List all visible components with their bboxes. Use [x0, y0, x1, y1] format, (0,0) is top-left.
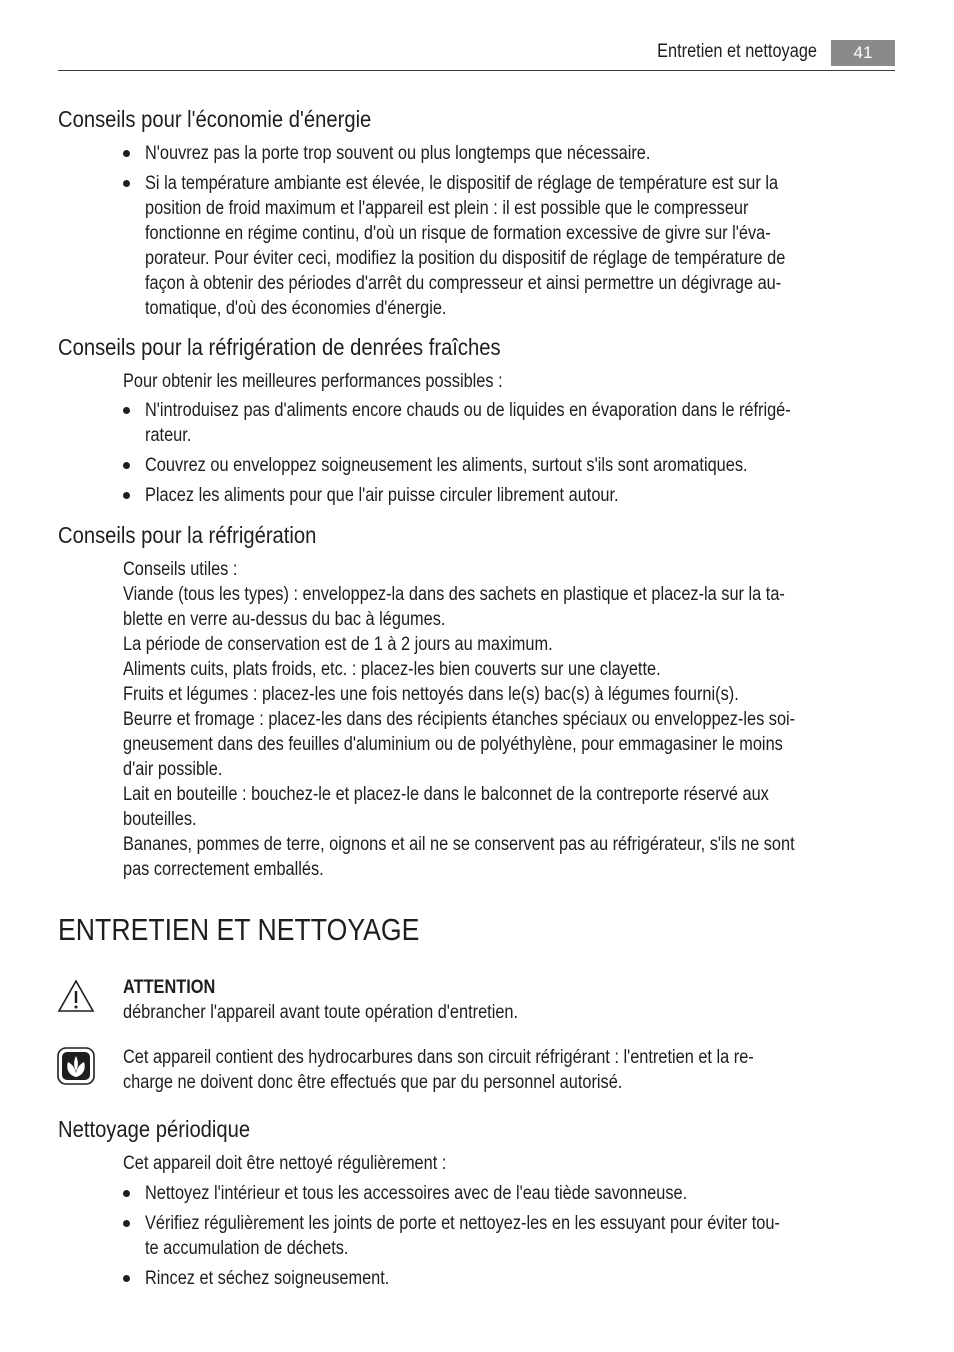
environment-icon	[57, 1047, 95, 1090]
fridge-line: gneusement dans des feuilles d'aluminium ou de polyéthylène, pour emmagasiner le moins	[123, 734, 783, 755]
bullet-dot	[123, 180, 130, 187]
warning-icon	[57, 979, 95, 1018]
heading-periodic-cleaning: Nettoyage périodique	[58, 1116, 251, 1142]
periodic-bullet-1: Nettoyez l'intérieur et tous les accessoires avec de l'eau tiède savonneuse.	[145, 1183, 688, 1204]
fridge-line: Fruits et légumes : placez-les une fois nettoyés dans le(s) bac(s) à légumes fourni(s).	[123, 684, 739, 705]
energy-bullet-2-line-1: Si la température ambiante est élevée, le dispositif de réglage de température est sur la	[145, 173, 779, 194]
header-rule	[58, 70, 895, 71]
fridge-line: d'air possible.	[123, 759, 223, 780]
fridge-line: Lait en bouteille : bouchez-le et placez-le dans le balconnet de la contreporte réservé aux	[123, 784, 769, 805]
heading-refrigeration-tips: Conseils pour la réfrigération	[58, 522, 317, 548]
warning-text: débrancher l'appareil avant toute opération d'entretien.	[123, 1002, 519, 1023]
heading-fresh-food-tips: Conseils pour la réfrigération de denrées fraîches	[58, 334, 501, 360]
bullet-dot	[123, 1190, 130, 1197]
eco-text-line-1: Cet appareil contient des hydrocarbures dans son circuit réfrigérant : l'entretien et la re-	[123, 1047, 754, 1068]
bullet-dot	[123, 1275, 130, 1282]
fridge-line: La période de conservation est de 1 à 2 jours au maximum.	[123, 634, 553, 655]
eco-text-line-2: charge ne doivent donc être effectués que par du personnel autorisé.	[123, 1072, 623, 1093]
energy-bullet-2-line-2: position de froid maximum et l'appareil est plein : il est possible que le compresseur	[145, 198, 749, 219]
energy-bullet-2-line-4: porateur. Pour éviter ceci, modifiez la position du dispositif de réglage de température de	[145, 248, 786, 269]
periodic-intro: Cet appareil doit être nettoyé régulièrement :	[123, 1153, 447, 1174]
fresh-intro: Pour obtenir les meilleures performances possibles :	[123, 371, 503, 392]
periodic-bullet-2-line-2: te accumulation de déchets.	[145, 1238, 349, 1259]
fridge-line: blette en verre au-dessus du bac à légumes.	[123, 609, 446, 630]
fridge-line: Conseils utiles :	[123, 559, 238, 580]
fresh-bullet-1-line-2: rateur.	[145, 425, 192, 446]
heading-maintenance: ENTRETIEN ET NETTOYAGE	[58, 912, 420, 947]
bullet-dot	[123, 492, 130, 499]
fridge-line: Viande (tous les types) : enveloppez-la dans des sachets en plastique et placez-la sur la ta-	[123, 584, 785, 605]
page-number: 41	[831, 40, 895, 66]
running-header-title: Entretien et nettoyage	[657, 41, 817, 62]
fresh-bullet-2: Couvrez ou enveloppez soigneusement les aliments, surtout s'ils sont aromatiques.	[145, 455, 748, 476]
periodic-bullet-3: Rincez et séchez soigneusement.	[145, 1268, 390, 1289]
bullet-dot	[123, 407, 130, 414]
bullet-dot	[123, 462, 130, 469]
energy-bullet-1: N'ouvrez pas la porte trop souvent ou plus longtemps que nécessaire.	[145, 143, 651, 164]
fridge-line: Aliments cuits, plats froids, etc. : placez-les bien couverts sur une clayette.	[123, 659, 661, 680]
fridge-line: bouteilles.	[123, 809, 197, 830]
heading-energy-tips: Conseils pour l'économie d'énergie	[58, 106, 372, 132]
fresh-bullet-1-line-1: N'introduisez pas d'aliments encore chauds ou de liquides en évaporation dans le réfrigé-	[145, 400, 791, 421]
warning-title: ATTENTION	[123, 977, 216, 998]
energy-bullet-2-line-5: façon à obtenir des périodes d'arrêt du compresseur et ainsi permettre un dégivrage au-	[145, 273, 782, 294]
energy-bullet-2-line-3: fonctionne en régime continu, d'où un risque de formation excessive de givre sur l'éva-	[145, 223, 771, 244]
fridge-line: Bananes, pommes de terre, oignons et ail ne se conservent pas au réfrigérateur, s'ils ne sont	[123, 834, 795, 855]
fridge-line: pas correctement emballés.	[123, 859, 324, 880]
fridge-line: Beurre et fromage : placez-les dans des récipients étanches spéciaux ou enveloppez-les soi-	[123, 709, 796, 730]
energy-bullet-2-line-6: tomatique, d'où des économies d'énergie.	[145, 298, 447, 319]
bullet-dot	[123, 150, 130, 157]
periodic-bullet-2-line-1: Vérifiez régulièrement les joints de porte et nettoyez-les en les essuyant pour éviter tou-	[145, 1213, 780, 1234]
bullet-dot	[123, 1220, 130, 1227]
fresh-bullet-3: Placez les aliments pour que l'air puisse circuler librement autour.	[145, 485, 619, 506]
